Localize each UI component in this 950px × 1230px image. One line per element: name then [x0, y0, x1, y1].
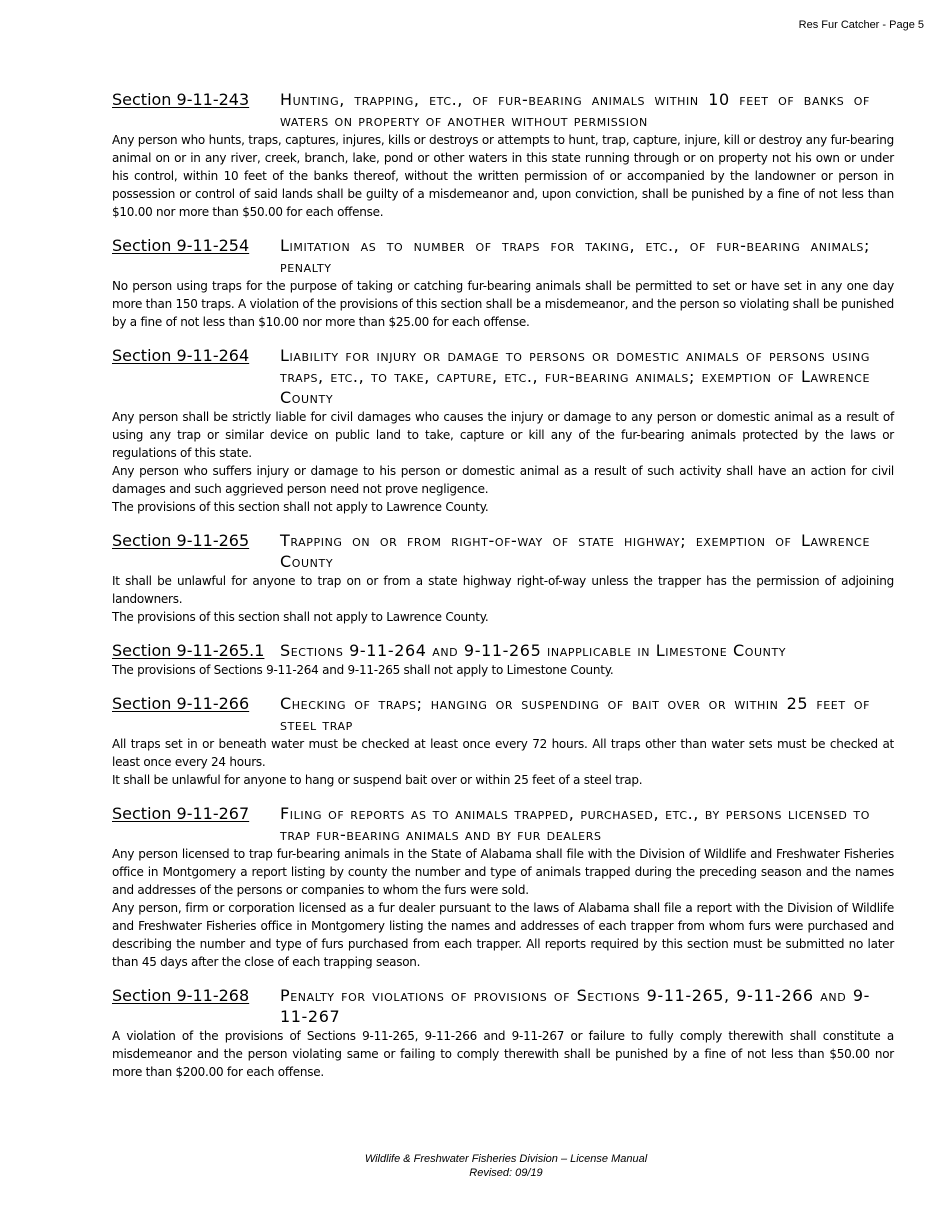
- section-number: Section 9-11-266: [112, 694, 250, 713]
- section-heading: [112, 640, 894, 661]
- section-9-11-268: [112, 985, 894, 1081]
- section-heading: [112, 89, 894, 131]
- section-9-11-265: [112, 530, 894, 626]
- section-title: Liability for injury or damage to persons or domestic animals of persons using traps, etc., to take, capture, etc., fur-bearing animals; exemption of Lawrence County: [280, 346, 870, 407]
- section-9-11-254: [112, 235, 894, 331]
- section-title: Penalty for violations of provisions of Sections 9-11-265, 9-11-266 and 9-11-267: [280, 986, 870, 1026]
- page-header: Res Fur Catcher - Page 5: [798, 19, 924, 31]
- section-number: Section 9-11-243: [112, 90, 250, 109]
- section-paragraph: A violation of the provisions of Sections 9-11-265, 9-11-266 and 9-11-267 or failure to fully comply therewith shall constitute a misdemeanor and the person violating same or failing to comply therewith shall be punished by a fine of not less than $50.00 nor more than $200.00 for each offense.: [112, 1029, 894, 1079]
- section-paragraph: All traps set in or beneath water must be checked at least once every 72 hours. All traps other than water sets must be checked at least once every 24 hours.: [112, 737, 894, 769]
- section-number: Section 9-11-265.1: [112, 641, 265, 660]
- section-paragraph: It shall be unlawful for anyone to hang or suspend bait over or within 25 feet of a steel trap.: [112, 773, 643, 787]
- section-heading: [112, 235, 894, 277]
- section-paragraph: It shall be unlawful for anyone to trap on or from a state highway right-of-way unless the trapper has the permission of adjoining landowners.: [112, 574, 894, 606]
- section-paragraph: Any person licensed to trap fur-bearing animals in the State of Alabama shall file with the Division of Wildlife and Freshwater Fisheries office in Montgomery a report listing by county the number and type of animals trapped during the preceding season and the names and addresses of the persons or companies to whom the furs were sold.: [112, 847, 894, 897]
- section-heading: [112, 985, 894, 1027]
- section-9-11-267: [112, 803, 894, 971]
- section-number: Section 9-11-264: [112, 346, 250, 365]
- section-paragraph: Any person, firm or corporation licensed as a fur dealer pursuant to the laws of Alabama shall file a report with the Division of Wildlife and Freshwater Fisheries office in Montgomery listing the names and addresses of each trapper from whom furs were purchased and describing the number and type of furs purchased from each trapper. All reports required by this section must be submitted no later than 45 days after the close of each trapping season.: [112, 901, 894, 969]
- footer-revision: Revised: 09/19: [469, 1167, 543, 1179]
- section-paragraph: The provisions of this section shall not apply to Lawrence County.: [112, 500, 489, 514]
- section-number: Section 9-11-268: [112, 986, 250, 1005]
- section-heading: [112, 693, 894, 735]
- section-heading: [112, 803, 894, 845]
- section-number: Section 9-11-265: [112, 531, 250, 550]
- section-paragraph: No person using traps for the purpose of taking or catching fur-bearing animals shall be permitted to set or have set in any one day more than 150 traps. A violation of the provisions of this section shall be a misdemeanor, and the person so violating shall be punished by a fine of not less than $10.00 nor more than $25.00 for each offense.: [112, 279, 894, 329]
- section-title: Limitation as to number of traps for taking, etc., of fur-bearing animals; penalty: [280, 236, 870, 276]
- section-title: Trapping on or from right-of-way of state highway; exemption of Lawrence County: [280, 531, 870, 571]
- section-paragraph: The provisions of this section shall not apply to Lawrence County.: [112, 610, 489, 624]
- section-number: Section 9-11-254: [112, 236, 250, 255]
- section-9-11-265-1: [112, 640, 894, 679]
- section-9-11-264: [112, 345, 894, 516]
- section-title: Hunting, trapping, etc., of fur-bearing animals within 10 feet of banks of waters on property of another without permission: [280, 90, 870, 130]
- section-heading: [112, 530, 894, 572]
- section-9-11-266: [112, 693, 894, 789]
- footer-manual-title: Wildlife & Freshwater Fisheries Division – License Manual: [364, 1153, 648, 1165]
- section-paragraph: Any person who suffers injury or damage to his person or domestic animal as a result of such activity shall have an action for civil damages and such aggrieved person need not prove negligence.: [112, 464, 894, 496]
- section-title: Checking of traps; hanging or suspending of bait over or within 25 feet of steel trap: [280, 694, 870, 734]
- document-body: [112, 89, 894, 1095]
- section-paragraph: Any person shall be strictly liable for civil damages who causes the injury or damage to any person or domestic animal as a result of using any trap or similar device on public land to take, capture or kill any of the fur-bearing animals protected by the laws or regulations of this state.: [112, 410, 894, 460]
- section-paragraph: The provisions of Sections 9-11-264 and 9-11-265 shall not apply to Limestone County.: [112, 663, 614, 677]
- page-footer: [0, 1152, 950, 1180]
- section-title: Filing of reports as to animals trapped, purchased, etc., by persons licensed to trap fur-bearing animals and by fur dealers: [280, 804, 870, 844]
- section-heading: [112, 345, 894, 408]
- section-title: Sections 9-11-264 and 9-11-265 inapplicable in Limestone County: [280, 641, 787, 660]
- section-number: Section 9-11-267: [112, 804, 250, 823]
- section-paragraph: Any person who hunts, traps, captures, injures, kills or destroys or attempts to hunt, trap, capture, injure, kill or destroy any fur-bearing animal on or in any river, creek, branch, lake, pond or other waters in this state running through or on property not his own or under his control, within 10 feet of the banks thereof, without the written permission of or accompanied by the landowner or person in possession or control of said lands shall be guilty of a misdemeanor and, upon conviction, shall be punished by a fine of not less than $10.00 nor more than $50.00 for each offense.: [112, 133, 894, 219]
- section-9-11-243: [112, 89, 894, 221]
